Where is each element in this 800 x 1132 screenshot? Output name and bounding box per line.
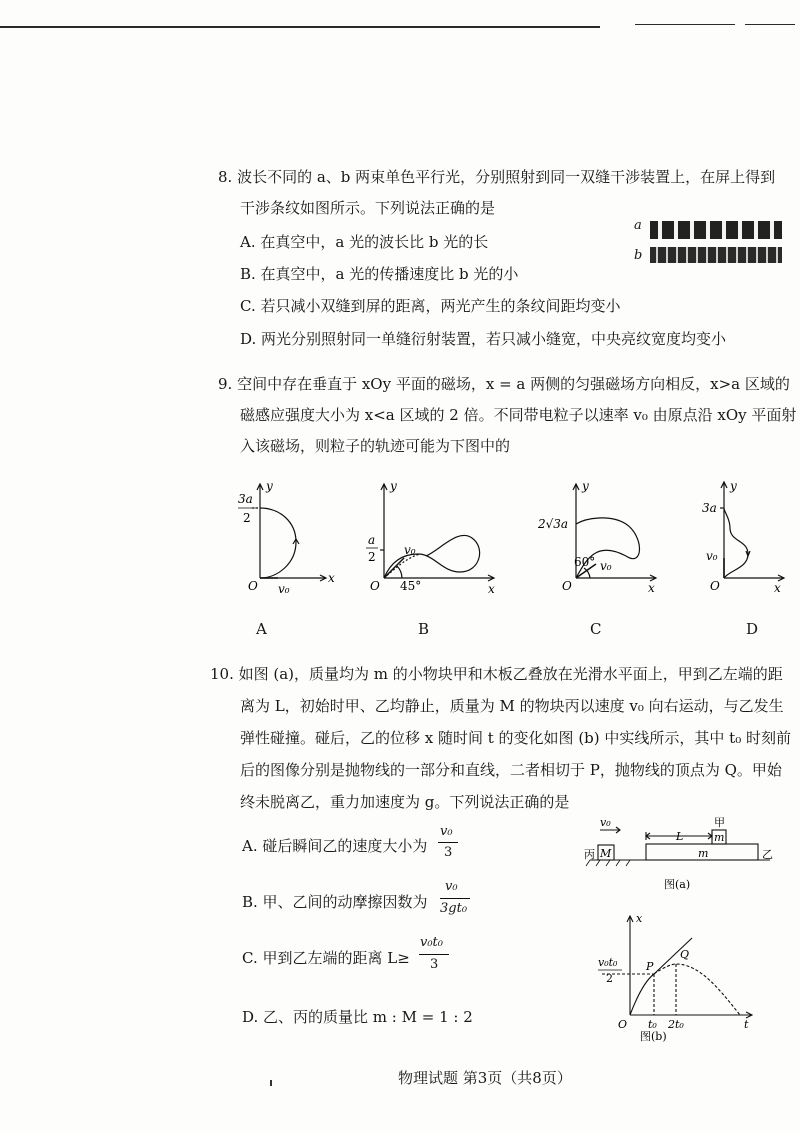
scan-edge-line bbox=[745, 24, 795, 25]
figa-bing-label: 丙 bbox=[584, 848, 595, 861]
figa-m-board: m bbox=[698, 847, 709, 860]
figb-caption: 图(b) bbox=[640, 1030, 667, 1043]
q8-option-b: B. 在真空中，a 光的传播速度比 b 光的小 bbox=[240, 265, 519, 283]
figd-velocity: v₀ bbox=[706, 549, 718, 563]
figa-x-label: x bbox=[328, 571, 335, 585]
q10-option-a-den: 3 bbox=[444, 845, 453, 860]
q9-choice-a: A bbox=[256, 620, 267, 638]
q10-option-b-num: v₀ bbox=[445, 879, 458, 894]
q8-stem-line2: 干涉条纹如图所示。下列说法正确的是 bbox=[240, 199, 496, 217]
q10-option-b: B. 甲、乙间的动摩擦因数为 bbox=[242, 893, 428, 911]
q10-option-a-frac-bar bbox=[438, 842, 458, 843]
figb-y-num: a bbox=[368, 533, 376, 547]
scan-edge-line bbox=[635, 24, 735, 25]
figc-x-label: x bbox=[648, 581, 655, 595]
q8-stem-line1: 8. 波长不同的 a、b 两束单色平行光，分别照射到同一双缝干涉装置上，在屏上得到 bbox=[218, 168, 776, 186]
q10-option-c-frac-bar bbox=[419, 954, 449, 955]
fringe-pattern-a bbox=[650, 221, 782, 239]
figb-t0: t₀ bbox=[648, 1018, 657, 1031]
figa-y-label: y bbox=[266, 479, 273, 493]
fringe-label-b: b bbox=[634, 248, 643, 263]
figb-origin: O bbox=[370, 579, 380, 593]
figb-angle: 45° bbox=[400, 579, 422, 593]
figb-x-axis-label: x bbox=[636, 912, 643, 925]
q10-figure-b bbox=[590, 910, 765, 1045]
q10-option-c-num: v₀t₀ bbox=[420, 935, 443, 950]
q10-option-b-frac-bar bbox=[440, 898, 470, 899]
figa-velocity: v₀ bbox=[278, 582, 290, 596]
figb-point-p: P bbox=[646, 960, 654, 973]
q9-stem-line1: 9. 空间中存在垂直于 xOy 平面的磁场，x = a 两侧的匀强磁场方向相反，x>a 区域的 bbox=[218, 375, 790, 393]
figb-y-den: 2 bbox=[368, 550, 376, 564]
figa-jia-label: 甲 bbox=[714, 816, 725, 829]
figa-y-num: 3a bbox=[238, 492, 253, 506]
q10-stem-line3: 弹性碰撞。碰后，乙的位移 x 随时间 t 的变化如图 (b) 中实线所示，其中 t₀ 时刻前 bbox=[240, 729, 791, 747]
q9-figure-b bbox=[360, 478, 500, 608]
figd-origin: O bbox=[710, 579, 720, 593]
figb-y-num: v₀t₀ bbox=[598, 956, 618, 969]
figd-x-label: x bbox=[774, 581, 781, 595]
figd-y-label-value: 3a bbox=[702, 501, 717, 515]
figa-origin: O bbox=[248, 579, 258, 593]
scan-speck bbox=[270, 1080, 272, 1086]
q10-option-c-den: 3 bbox=[430, 957, 439, 972]
q8-option-a: A. 在真空中，a 光的波长比 b 光的长 bbox=[240, 233, 489, 251]
q10-option-c: C. 甲到乙左端的距离 L≥ bbox=[242, 949, 410, 967]
q9-stem-line3: 入该磁场，则粒子的轨迹可能为下图中的 bbox=[240, 437, 511, 455]
figc-y-label: y bbox=[582, 479, 589, 493]
figc-angle: 60° bbox=[574, 555, 596, 569]
figb-point-q: Q bbox=[680, 948, 690, 961]
figc-y-label-value: 2√3a bbox=[538, 517, 569, 531]
figc-velocity: v₀ bbox=[600, 559, 612, 573]
figa-yi-label: 乙 bbox=[762, 848, 773, 861]
q9-figure-d bbox=[690, 478, 790, 608]
figb-origin: O bbox=[618, 1018, 628, 1031]
q8-option-c: C. 若只减小双缝到屏的距离，两光产生的条纹间距均变小 bbox=[240, 297, 621, 315]
q10-option-d: D. 乙、丙的质量比 m : M = 1 : 2 bbox=[242, 1008, 473, 1026]
q10-option-a: A. 碰后瞬间乙的速度大小为 bbox=[242, 837, 428, 855]
figb-velocity: v₀ bbox=[404, 543, 416, 557]
figb-t-axis-label: t bbox=[744, 1018, 749, 1031]
q9-figure-a bbox=[228, 478, 338, 608]
figb-x-label: x bbox=[488, 582, 495, 596]
figa-L-label: L bbox=[676, 830, 684, 843]
figd-y-label: y bbox=[730, 479, 737, 493]
q8-option-d: D. 两光分别照射同一单缝衍射装置，若只减小缝宽，中央亮纹宽度均变小 bbox=[240, 330, 727, 348]
figa-y-den: 2 bbox=[243, 511, 251, 525]
q10-stem-line4: 后的图像分别是抛物线的一部分和直线，二者相切于 P，抛物线的顶点为 Q。甲始 bbox=[240, 761, 782, 779]
q9-choice-b: B bbox=[418, 620, 430, 638]
figb-2t0: 2t₀ bbox=[668, 1018, 684, 1031]
fringe-pattern-b bbox=[650, 247, 782, 263]
figa-M-label: M bbox=[600, 847, 612, 860]
scan-edge-line bbox=[0, 26, 600, 28]
q10-stem-line5: 终未脱离乙，重力加速度为 g。下列说法正确的是 bbox=[240, 793, 570, 811]
q9-figure-c bbox=[530, 478, 660, 608]
figa-m-small: m bbox=[714, 831, 725, 844]
figa-v0-label: v₀ bbox=[600, 816, 611, 829]
fringe-label-a: a bbox=[634, 218, 642, 233]
q10-option-a-num: v₀ bbox=[440, 824, 453, 839]
q10-option-b-den: 3gt₀ bbox=[440, 901, 468, 916]
q10-stem-line2: 离为 L，初始时甲、乙均静止，质量为 M 的物块丙以速度 v₀ 向右运动，与乙发生 bbox=[240, 697, 784, 715]
figb-y-label: y bbox=[390, 479, 397, 493]
figc-origin: O bbox=[562, 579, 572, 593]
figb-y-den: 2 bbox=[606, 972, 613, 985]
page-footer: 物理试题 第3页（共8页） bbox=[398, 1069, 572, 1087]
figa-caption: 图(a) bbox=[664, 878, 691, 891]
q9-stem-line2: 磁感应强度大小为 x<a 区域的 2 倍。不同带电粒子以速率 v₀ 由原点沿 xOy 平面射 bbox=[240, 406, 797, 424]
q9-choice-c: C bbox=[590, 620, 602, 638]
q10-figure-a bbox=[580, 812, 780, 912]
q10-stem-line1: 10. 如图 (a)，质量均为 m 的小物块甲和木板乙叠放在光滑水平面上，甲到乙左端的距 bbox=[210, 665, 783, 683]
q9-choice-d: D bbox=[746, 620, 759, 638]
